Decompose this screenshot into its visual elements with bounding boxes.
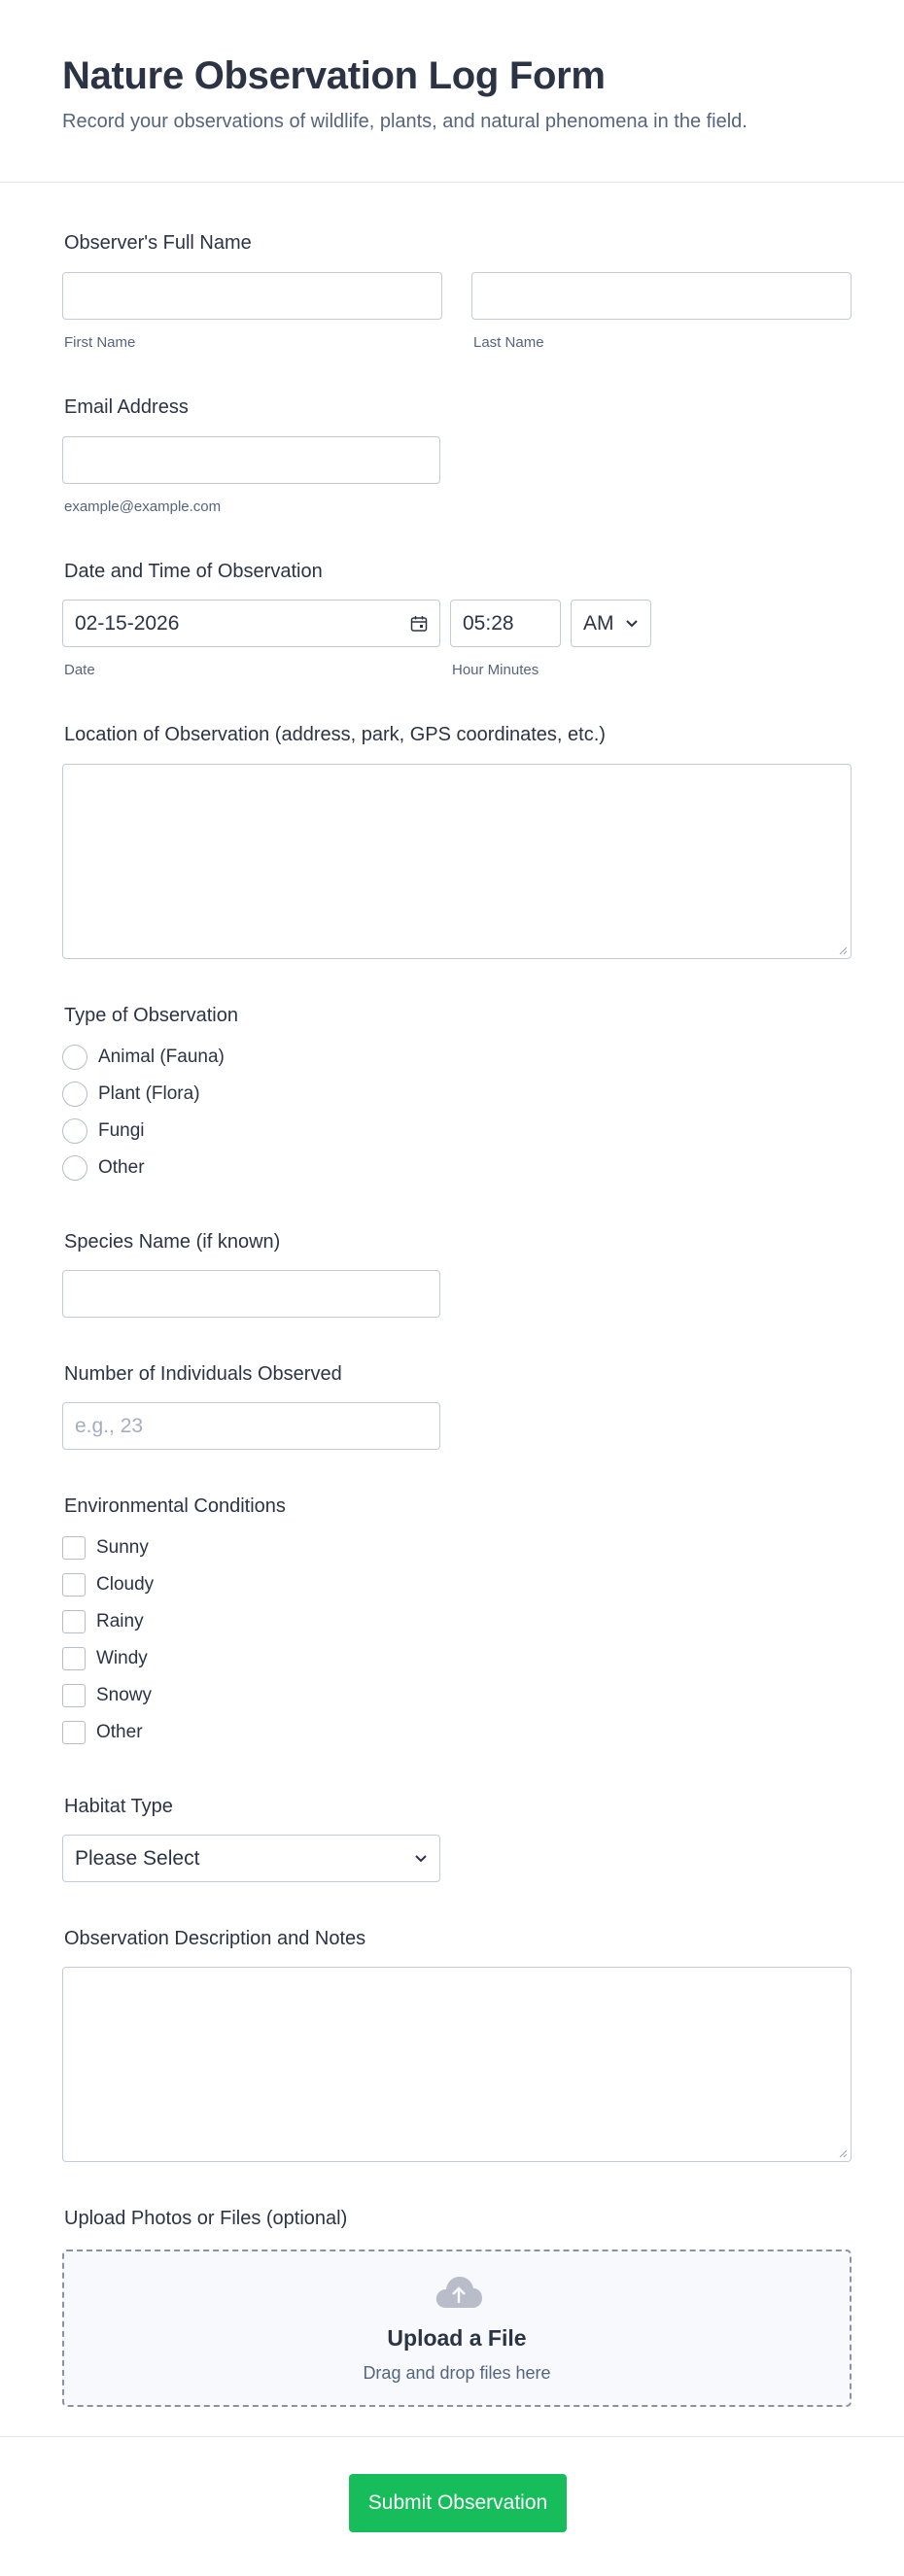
checkbox-option-other[interactable] (62, 1719, 143, 1746)
time-input[interactable]: 05:28 (450, 600, 561, 647)
conditions-label: Environmental Conditions (64, 1495, 286, 1517)
form-footer (0, 2436, 904, 2576)
date-value: 02-15-2026 (75, 611, 180, 635)
checkbox-option-sunny[interactable] (62, 1534, 149, 1562)
form-header (0, 0, 904, 183)
chevron-down-icon (414, 1854, 428, 1864)
checkbox[interactable] (62, 1573, 86, 1597)
checkbox[interactable] (62, 1536, 86, 1560)
observation-type-label: Type of Observation (64, 1005, 238, 1026)
species-input[interactable] (62, 1270, 440, 1318)
checkbox-label: Windy (96, 1648, 148, 1668)
checkbox[interactable] (62, 1610, 86, 1633)
date-input[interactable] (62, 600, 440, 647)
upload-hint: Drag and drop files here (363, 2363, 551, 2383)
checkbox-label: Other (96, 1722, 143, 1742)
habitat-selected-value: Please Select (75, 1846, 200, 1870)
datetime-label: Date and Time of Observation (64, 561, 323, 582)
upload-label: Upload Photos or Files (optional) (64, 2208, 348, 2229)
form-title: Nature Observation Log Form (62, 54, 606, 97)
submit-button[interactable]: Submit Observation (349, 2474, 567, 2532)
checkbox-option-windy[interactable] (62, 1645, 148, 1672)
radio-label: Other (98, 1157, 145, 1178)
email-label: Email Address (64, 396, 189, 418)
location-label: Location of Observation (address, park, GPS coordinates, etc.) (64, 724, 606, 745)
species-label: Species Name (if known) (64, 1231, 281, 1253)
radio-button[interactable] (62, 1082, 87, 1107)
checkbox-label: Sunny (96, 1537, 149, 1558)
radio-option-animal[interactable] (62, 1044, 225, 1071)
radio-option-plant[interactable] (62, 1081, 200, 1108)
radio-button[interactable] (62, 1155, 87, 1181)
last-name-input[interactable] (471, 272, 852, 320)
file-upload-dropzone[interactable] (62, 2250, 852, 2407)
habitat-select[interactable] (62, 1835, 440, 1882)
first-name-input[interactable] (62, 272, 442, 320)
radio-button[interactable] (62, 1118, 87, 1144)
checkbox[interactable] (62, 1721, 86, 1744)
radio-option-fungi[interactable] (62, 1117, 145, 1145)
ampm-select[interactable] (571, 600, 651, 647)
checkbox-option-cloudy[interactable] (62, 1571, 154, 1598)
radio-option-other[interactable] (62, 1154, 145, 1182)
notes-textarea[interactable] (62, 1967, 852, 2162)
checkbox[interactable] (62, 1684, 86, 1707)
count-label: Number of Individuals Observed (64, 1363, 342, 1385)
upload-title: Upload a File (387, 2325, 527, 2351)
radio-label: Plant (Flora) (98, 1083, 200, 1104)
date-sublabel: Date (64, 662, 95, 678)
checkbox[interactable] (62, 1647, 86, 1670)
checkbox-label: Cloudy (96, 1574, 155, 1595)
chevron-down-icon (625, 619, 639, 629)
notes-label: Observation Description and Notes (64, 1928, 366, 1949)
radio-label: Fungi (98, 1120, 145, 1141)
first-name-sublabel: First Name (64, 334, 136, 351)
checkbox-label: Rainy (96, 1611, 144, 1631)
email-sublabel: example@example.com (64, 498, 222, 515)
checkbox-option-snowy[interactable] (62, 1682, 152, 1709)
radio-label: Animal (Fauna) (98, 1047, 225, 1067)
checkbox-label: Snowy (96, 1685, 153, 1705)
count-input[interactable]: e.g., 23 (62, 1402, 440, 1450)
form-subtitle: Record your observations of wildlife, plants, and natural phenomena in the field. (62, 111, 748, 132)
resize-grip-icon[interactable] (838, 945, 848, 955)
cloud-upload-icon (435, 2275, 483, 2315)
radio-button[interactable] (62, 1045, 87, 1070)
time-sublabel: Hour Minutes (452, 662, 539, 678)
resize-grip-icon[interactable] (838, 2148, 848, 2158)
checkbox-option-rainy[interactable] (62, 1608, 144, 1635)
observer-name-label: Observer's Full Name (64, 232, 252, 254)
habitat-label: Habitat Type (64, 1796, 173, 1817)
last-name-sublabel: Last Name (473, 334, 544, 351)
ampm-value: AM (583, 611, 614, 635)
calendar-icon[interactable] (410, 615, 428, 633)
email-input[interactable] (62, 436, 440, 484)
location-textarea[interactable] (62, 764, 852, 959)
